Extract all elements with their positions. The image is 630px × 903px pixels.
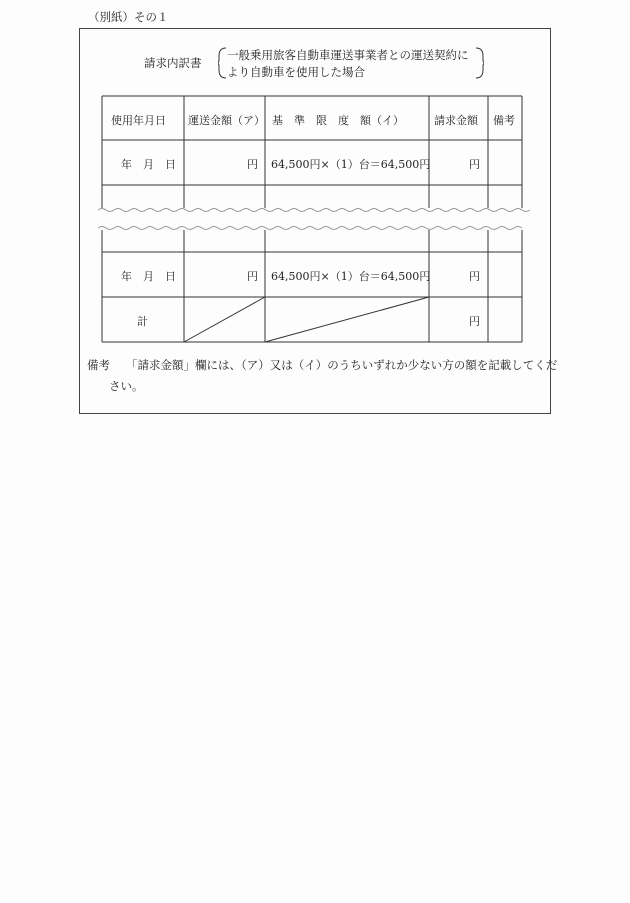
row2-date: 年 月 日 xyxy=(121,270,176,283)
note-text-line-2: さい。 xyxy=(109,379,144,393)
header-remarks: 備考 xyxy=(493,114,515,127)
row2-transport: 円 xyxy=(247,270,258,283)
note-label: 備考 xyxy=(87,358,110,372)
form-title: 請求内訳書 xyxy=(144,56,202,70)
header-transport-amount: 運送金額（ア） xyxy=(188,114,265,127)
total-claim: 円 xyxy=(469,315,480,328)
header-date: 使用年月日 xyxy=(111,114,166,127)
subtitle-line-1: 一般乗用旅客自動車運送事業者との運送契約に xyxy=(227,48,469,62)
row1-claim: 円 xyxy=(469,158,480,171)
total-label: 計 xyxy=(137,315,148,328)
page-label: （別紙）その１ xyxy=(88,10,169,24)
header-claim-amount: 請求金額 xyxy=(434,114,478,127)
row1-transport: 円 xyxy=(247,158,258,171)
row2-limit: 64,500円×（1）台＝64,500円 xyxy=(271,270,431,283)
row1-limit: 64,500円×（1）台＝64,500円 xyxy=(271,158,431,171)
row1-date: 年 月 日 xyxy=(121,158,176,171)
header-limit-amount: 基 準 限 度 額（イ） xyxy=(272,114,404,127)
note-text-line-1: 「請求金額」欄には、（ア）又は（イ）のうちいずれか少ない方の額を記載してくだ xyxy=(126,358,558,372)
row2-claim: 円 xyxy=(469,270,480,283)
subtitle-line-2: より自動車を使用した場合 xyxy=(227,65,365,79)
